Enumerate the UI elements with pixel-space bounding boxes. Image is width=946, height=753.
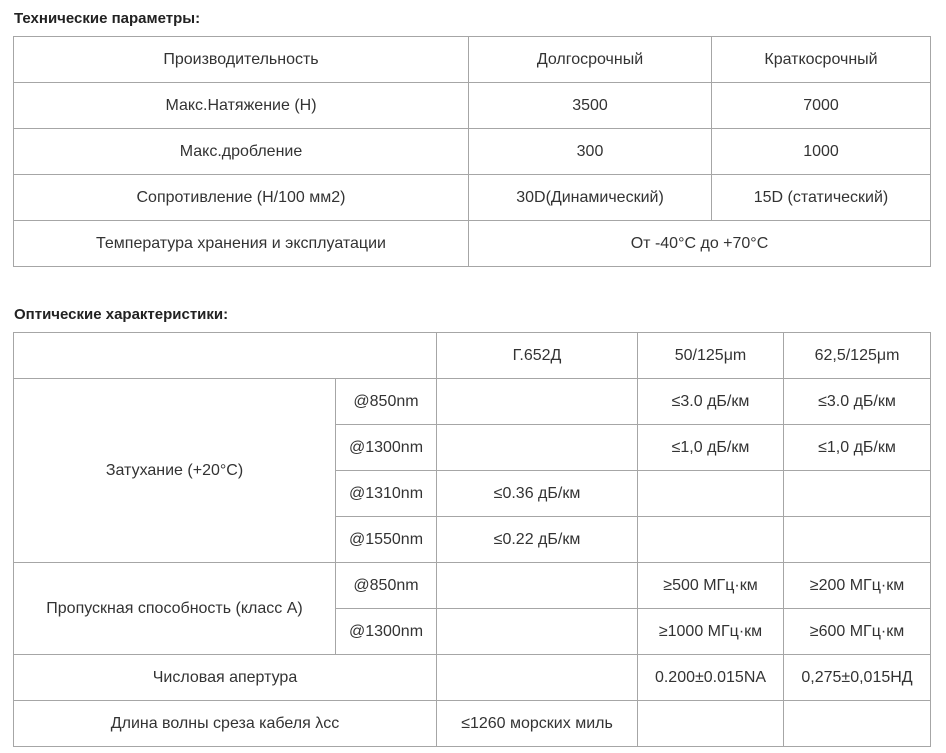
temp-range-cell: От -40°C до +70°C xyxy=(469,221,931,267)
header-short-term: Краткосрочный xyxy=(712,37,931,83)
cell-62-5-125 xyxy=(784,471,931,517)
header-62-5-125: 62,5/125μm xyxy=(784,333,931,379)
cutoff-label: Длина волны среза кабеля λcc xyxy=(14,701,437,747)
cell-50-125 xyxy=(638,701,784,747)
cell-50-125: 0.200±0.015NA xyxy=(638,655,784,701)
wavelength-cell: @850nm xyxy=(336,379,437,425)
header-g652d: Г.652Д xyxy=(437,333,638,379)
aperture-label: Числовая апертура xyxy=(14,655,437,701)
table-row xyxy=(14,175,931,221)
header-50-125: 50/125μm xyxy=(638,333,784,379)
cell-g652d xyxy=(437,655,638,701)
table-row xyxy=(14,563,931,609)
cell-g652d: ≤1260 морских миль xyxy=(437,701,638,747)
cell-g652d: ≤0.36 дБ/км xyxy=(437,471,638,517)
row-label: Сопротивление (Н/100 мм2) xyxy=(14,175,469,221)
cell-g652d: ≤0.22 дБ/км xyxy=(437,517,638,563)
row-label: Температура хранения и эксплуатации xyxy=(14,221,469,267)
table-header-row xyxy=(14,333,931,379)
cell-g652d xyxy=(437,609,638,655)
wavelength-cell: @1300nm xyxy=(336,609,437,655)
cell-long: 300 xyxy=(469,129,712,175)
cell-short: 1000 xyxy=(712,129,931,175)
table-row xyxy=(14,655,931,701)
row-label: Макс.дробление xyxy=(14,129,469,175)
cell-62-5-125: ≤3.0 дБ/км xyxy=(784,379,931,425)
cell-50-125 xyxy=(638,471,784,517)
cell-short: 7000 xyxy=(712,83,931,129)
header-long-term: Долгосрочный xyxy=(469,37,712,83)
cell-62-5-125: 0,275±0,015НД xyxy=(784,655,931,701)
cell-g652d xyxy=(437,425,638,471)
table-row xyxy=(14,221,931,267)
optical-heading: Оптические характеристики: xyxy=(14,306,229,323)
cell-62-5-125 xyxy=(784,517,931,563)
table-row xyxy=(14,379,931,425)
tech-params-heading: Технические параметры: xyxy=(14,10,201,27)
bandwidth-label: Пропускная способность (класс А) xyxy=(14,563,336,655)
cell-long: 3500 xyxy=(469,83,712,129)
attenuation-label: Затухание (+20°C) xyxy=(14,379,336,563)
header-performance: Производительность xyxy=(14,37,469,83)
cell-50-125: ≤3.0 дБ/км xyxy=(638,379,784,425)
table-row xyxy=(14,701,931,747)
wavelength-cell: @1310nm xyxy=(336,471,437,517)
cell-50-125: ≤1,0 дБ/км xyxy=(638,425,784,471)
optical-table xyxy=(13,332,931,747)
cell-g652d xyxy=(437,563,638,609)
row-label: Макс.Натяжение (Н) xyxy=(14,83,469,129)
cell-g652d xyxy=(437,379,638,425)
cell-62-5-125: ≤1,0 дБ/км xyxy=(784,425,931,471)
cell-short: 15D (статический) xyxy=(712,175,931,221)
cell-50-125: ≥500 МГц·км xyxy=(638,563,784,609)
wavelength-cell: @1550nm xyxy=(336,517,437,563)
cell-62-5-125: ≥600 МГц·км xyxy=(784,609,931,655)
table-row xyxy=(14,129,931,175)
wavelength-cell: @1300nm xyxy=(336,425,437,471)
cell-62-5-125 xyxy=(784,701,931,747)
table-header-row xyxy=(14,37,931,83)
wavelength-cell: @850nm xyxy=(336,563,437,609)
header-empty xyxy=(14,333,437,379)
table-row xyxy=(14,83,931,129)
cell-50-125 xyxy=(638,517,784,563)
cell-50-125: ≥1000 МГц·км xyxy=(638,609,784,655)
tech-params-table xyxy=(13,36,931,267)
cell-long: 30D(Динамический) xyxy=(469,175,712,221)
cell-62-5-125: ≥200 МГц·км xyxy=(784,563,931,609)
